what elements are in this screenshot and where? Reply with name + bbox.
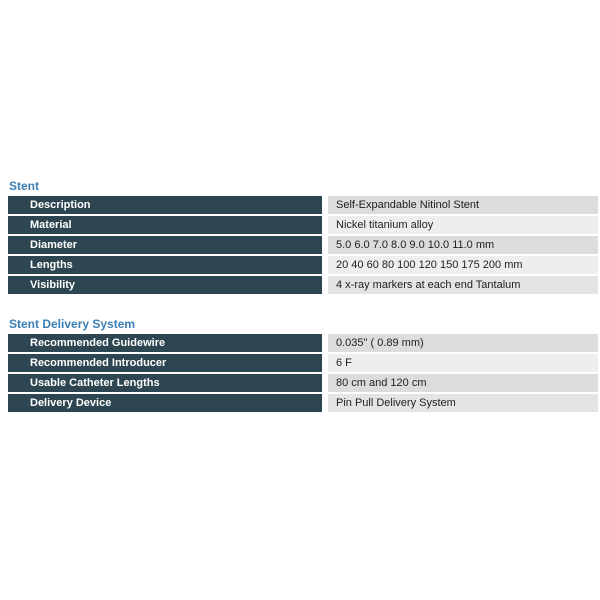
table-row — [8, 334, 598, 352]
table-row — [8, 276, 598, 294]
lengths-value: 20 40 60 80 100 120 150 175 200 mm — [328, 256, 598, 274]
stent-section-title: Stent — [9, 179, 39, 193]
stent-spec-table — [8, 196, 598, 296]
description-label: Description — [8, 196, 322, 214]
table-row — [8, 374, 598, 392]
description-value: Self-Expandable Nitinol Stent — [328, 196, 598, 214]
catheter-lengths-label: Usable Catheter Lengths — [8, 374, 322, 392]
table-row — [8, 256, 598, 274]
delivery-device-label: Delivery Device — [8, 394, 322, 412]
introducer-label: Recommended Introducer — [8, 354, 322, 372]
guidewire-value: 0.035" ( 0.89 mm) — [328, 334, 598, 352]
table-row — [8, 394, 598, 412]
table-row — [8, 354, 598, 372]
material-label: Material — [8, 216, 322, 234]
delivery-device-value: Pin Pull Delivery System — [328, 394, 598, 412]
diameter-label: Diameter — [8, 236, 322, 254]
material-value: Nickel titanium alloy — [328, 216, 598, 234]
table-row — [8, 196, 598, 214]
guidewire-label: Recommended Guidewire — [8, 334, 322, 352]
lengths-label: Lengths — [8, 256, 322, 274]
catheter-lengths-value: 80 cm and 120 cm — [328, 374, 598, 392]
introducer-value: 6 F — [328, 354, 598, 372]
delivery-spec-table — [8, 334, 598, 414]
visibility-label: Visibility — [8, 276, 322, 294]
visibility-value: 4 x-ray markers at each end Tantalum — [328, 276, 598, 294]
delivery-section-title: Stent Delivery System — [9, 317, 136, 331]
diameter-value: 5.0 6.0 7.0 8.0 9.0 10.0 11.0 mm — [328, 236, 598, 254]
table-row — [8, 216, 598, 234]
table-row — [8, 236, 598, 254]
